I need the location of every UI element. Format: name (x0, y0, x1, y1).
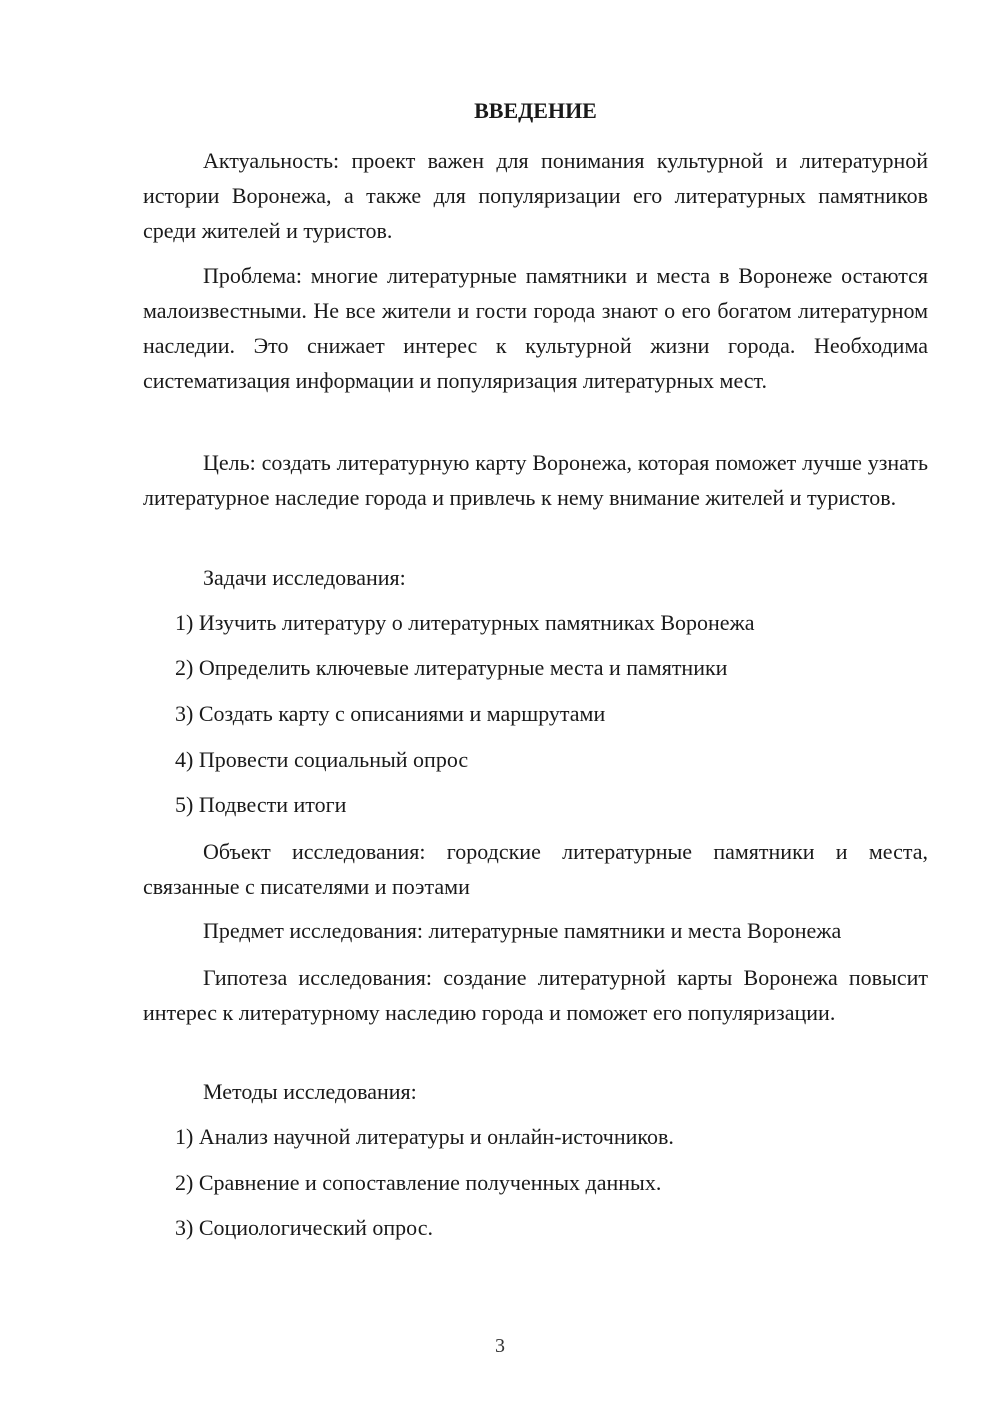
task-item: 4) Провести социальный опрос (175, 747, 469, 772)
subject-paragraph: Предмет исследования: литературные памятники и места Воронежа (203, 918, 842, 943)
page-heading: ВВЕДЕНИЕ (474, 98, 597, 123)
method-item: 1) Анализ научной литературы и онлайн-источников. (175, 1124, 674, 1149)
methods-title: Методы исследования: (203, 1079, 417, 1104)
object-paragraph: Объект исследования: городские литературные памятники и места, связанные с писателями и поэтами (143, 839, 928, 899)
relevance-paragraph: Актуальность: проект важен для понимания культурной и литературной истории Воронежа, а также для популяризации его литературных памятников среди жителей и туристов. (143, 148, 928, 243)
task-item: 3) Создать карту с описаниями и маршрутами (175, 701, 606, 726)
goal-paragraph: Цель: создать литературную карту Воронежа, которая поможет лучше узнать литературное наследие города и привлечь к нему внимание жителей и туристов. (143, 450, 928, 510)
page-number: 3 (495, 1335, 505, 1357)
task-item: 1) Изучить литературу о литературных памятниках Воронежа (175, 610, 755, 635)
method-item: 2) Сравнение и сопоставление полученных данных. (175, 1170, 662, 1195)
task-item: 5) Подвести итоги (175, 792, 347, 817)
problem-paragraph: Проблема: многие литературные памятники и места в Воронеже остаются малоизвестными. Не все жители и гости города знают о его богатом литературном наследии. Это снижает интерес к культурной жизни города. Необходима систематизация информации и популяризация литературных мест. (143, 263, 928, 393)
method-item: 3) Социологический опрос. (175, 1215, 433, 1240)
task-item: 2) Определить ключевые литературные места и памятники (175, 655, 728, 680)
hypothesis-paragraph: Гипотеза исследования: создание литературной карты Воронежа повысит интерес к литературному наследию города и поможет его популяризации. (143, 965, 928, 1025)
tasks-title: Задачи исследования: (203, 565, 406, 590)
